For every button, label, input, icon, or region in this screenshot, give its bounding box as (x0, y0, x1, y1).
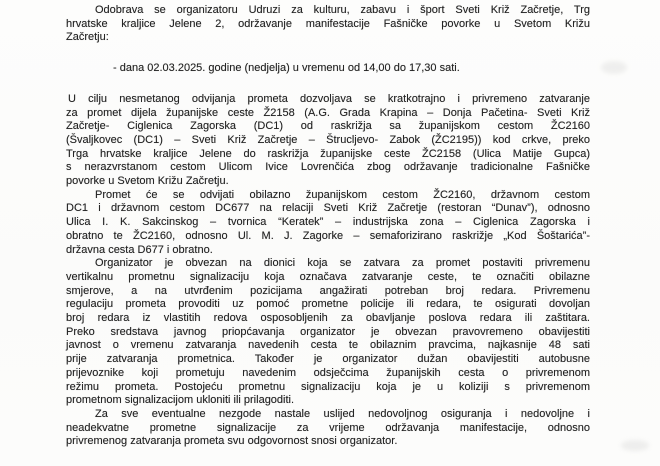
text-line: smjerove, a na utvrđenim pozicijama angažirati potreban broj redara. Privremenu (66, 284, 590, 297)
text-line: javnost o vremenu zatvaranja navedenih cesta te obilaznim pravcima, najkasnije 48 sati (66, 339, 590, 352)
text-line: Začretje- Ciglenica Zagorska (DC1) od raskrižja sa županijskom cestom ŽC2160 (66, 120, 590, 133)
scan-smudge (621, 440, 649, 451)
text-line: DC1 i državnom cestom DC677 na relaciji Sveti Križ Začretje (restoran “Dunav”), odnosno (66, 202, 590, 215)
text-line: prijevoznike koji prometuju navedenim odsječcima županijskih cesta o privremenom (66, 366, 590, 379)
text-line: neadekvatne prometne signalizacije za vrijeme održavanja manifestacije, odnosno (66, 421, 590, 434)
text-line: broj redara iz vlastitih redova osposobljenih za obavljanje poslova redara ili zaštitara. (66, 312, 590, 325)
text-line: obratno te ŽC2160, odnosno Ul. M. J. Zagorke – semaforizirano raskrižje „Kod Šoštarića”- (66, 229, 590, 242)
text-line: Trga hrvatske kraljice Jelene do raskrižja županijske ceste ŽC2158 (Ulica Matije Gupca) (66, 147, 590, 160)
text-line: Promet će se odvijati obilazno županijskom cestom ŽC2160, državnom cestom (95, 188, 590, 201)
text-line: režimu prometa. Postojeću prometnu signalizaciju koja je u koliziji s privremenom (66, 380, 590, 393)
paragraph-date-item (113, 62, 590, 76)
paragraph-closure (66, 93, 590, 189)
text-line: Začretju: (66, 31, 109, 44)
text-line: vertikalnu prometnu signalizaciju koja označava zatvaranje ceste, te označiti obilazne (66, 270, 590, 283)
text-line: Odobrava se organizatoru Udruzi za kulturu, zabavu i šport Sveti Križ Začretje, Trg (95, 4, 590, 16)
document-text (66, 4, 590, 449)
text-line: povorke u Svetom Križu Začretju. (66, 175, 229, 188)
text-line: s nerazvrstanom cestom Ulicom Ivice Lovrenčića zbog održavanje tradicionalne Fašničke (66, 161, 590, 174)
paragraph-approval (66, 4, 590, 45)
text-line: (Švaljkovec (DC1) – Sveti Križ Začretje – Štrucljevo- Zabok (ŽC2195)) kod crkve, preko (66, 133, 590, 146)
text-line: privremenog zatvaranja prometa svu odgovornost snosi organizator. (66, 435, 398, 448)
text-line: državna cesta D677 i obratno. (66, 243, 213, 256)
text-line: Ulica I. K. Sakcinskog – tvornica “Keratek” – industrijska zona – Ciglenica Zagorska i (66, 216, 590, 229)
text-line: prometnom signalizacijom ukloniti ili prilagoditi. (66, 394, 295, 407)
text-line: regulaciju prometa provoditi uz pomoć prometne policije ili redara, te osigurati dovoljan (66, 298, 590, 311)
text-line: za promet dijela županijske ceste Ž2158 (A.G. Grada Krapina – Donja Pačetina- Sveti Križ (66, 106, 590, 119)
text-line: prije zatvaranja prometnica. Također je organizator dužan obavijestiti autobusne (66, 353, 590, 366)
paragraph-detour (66, 189, 590, 258)
paragraph-liability (66, 408, 590, 449)
text-line: Organizator je obvezan na dionici koja se zatvara za promet postaviti privremenu (95, 257, 590, 270)
text-line: Preko sredstava javnog priopćavanja organizator je obvezan pravovremeno obavijestiti (66, 325, 590, 338)
text-line: - dana 02.03.2025. godine (nedjelja) u vremenu od 14,00 do 17,30 sati. (113, 62, 460, 75)
text-line: U cilju nesmetanog odvijanja prometa dozvoljava se kratkotrajno i privremeno zatvaranje (68, 92, 590, 105)
text-line: hrvatske kraljice Jelene 2, održavanje manifestacije Fašničke povorke u Svetom Križu (66, 17, 590, 30)
scan-smudge (601, 61, 627, 74)
text-line: Za sve eventualne nezgode nastale uslijed nedovoljnog osiguranja i nedovoljne i (95, 407, 590, 420)
paragraph-obligations (66, 257, 590, 408)
